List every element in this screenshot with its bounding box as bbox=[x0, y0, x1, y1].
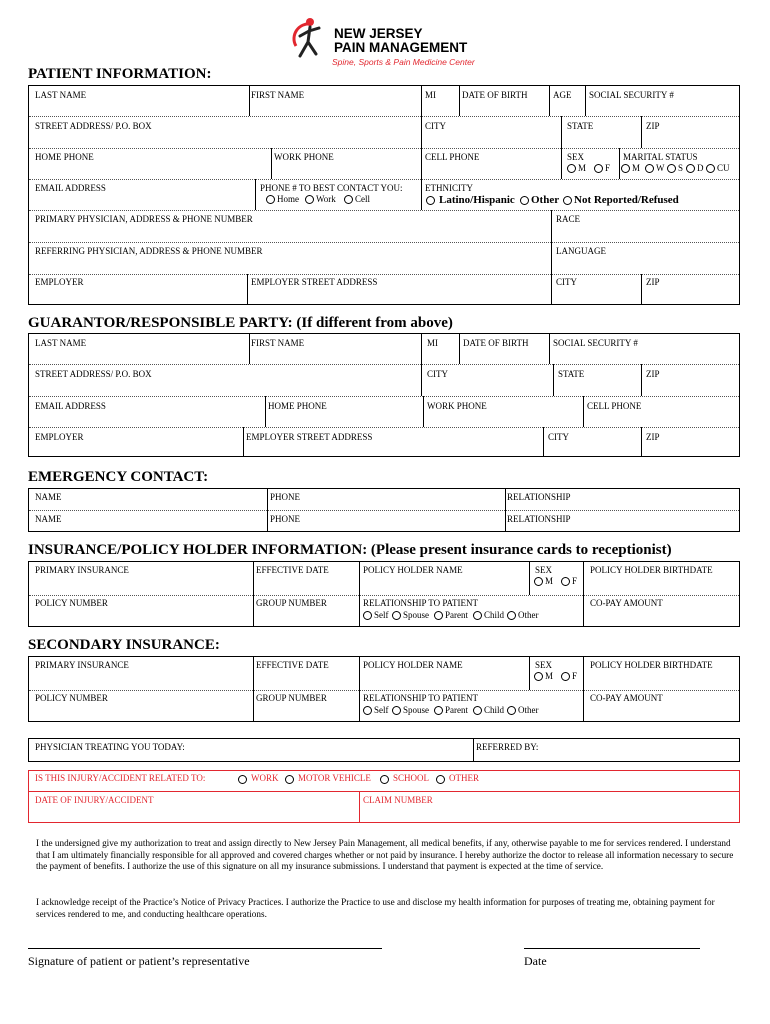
label-g-dob: DATE OF BIRTH bbox=[463, 338, 529, 348]
signature-label: Signature of patient or patient’s representative bbox=[28, 954, 250, 968]
label-ins-sex-f: F bbox=[572, 576, 578, 586]
label-g-last-name: LAST NAME bbox=[35, 338, 87, 348]
radio-contact-work[interactable] bbox=[305, 195, 314, 204]
emergency-section-heading: EMERGENCY CONTACT: bbox=[28, 469, 209, 485]
label-sec-policy-number: POLICY NUMBER bbox=[35, 693, 108, 703]
label-state: STATE bbox=[567, 121, 594, 131]
radio-ins-sex-f[interactable] bbox=[561, 577, 570, 586]
label-cell-phone: CELL PHONE bbox=[425, 152, 480, 162]
label-age: AGE bbox=[553, 90, 572, 100]
label-marital-s: S bbox=[678, 163, 684, 173]
label-ethnicity: ETHNICITY bbox=[425, 183, 473, 193]
label-g-cell-phone: CELL PHONE bbox=[587, 401, 642, 411]
label-language: LANGUAGE bbox=[556, 246, 606, 256]
label-injury-other: OTHER bbox=[449, 773, 479, 783]
logo-text-line1: NEW JERSEY bbox=[334, 26, 423, 41]
radio-eth-not-reported[interactable] bbox=[563, 196, 572, 205]
radio-ins-rel-other[interactable] bbox=[507, 611, 516, 620]
radio-injury-other[interactable] bbox=[436, 775, 445, 784]
label-last-name: LAST NAME bbox=[35, 90, 87, 100]
label-race: RACE bbox=[556, 214, 581, 224]
radio-sec-rel-child[interactable] bbox=[473, 706, 482, 715]
label-ins-primary: PRIMARY INSURANCE bbox=[35, 565, 129, 575]
label-sec-copay: CO-PAY AMOUNT bbox=[590, 693, 663, 703]
label-ins-holder-name: POLICY HOLDER NAME bbox=[363, 565, 463, 575]
label-g-email: EMAIL ADDRESS bbox=[35, 401, 106, 411]
label-g-employer-street: EMPLOYER STREET ADDRESS bbox=[246, 432, 373, 442]
label-sec-birthdate: POLICY HOLDER BIRTHDATE bbox=[590, 660, 713, 670]
label-primary-physician: PRIMARY PHYSICIAN, ADDRESS & PHONE NUMBER bbox=[35, 214, 253, 224]
radio-ins-rel-child[interactable] bbox=[473, 611, 482, 620]
label-claim-number: CLAIM NUMBER bbox=[363, 795, 433, 805]
emergency-box bbox=[28, 488, 740, 532]
label-g-city: CITY bbox=[427, 369, 448, 379]
label-sec-effective: EFFECTIVE DATE bbox=[256, 660, 329, 670]
label-marital-status: MARITAL STATUS bbox=[623, 152, 698, 162]
consent-paragraph-1: I the undersigned give my authorization to treat and assign directly to New Jersey Pain Management, all medical benefits, if any, otherwise payable to me for services rendered. I understand that I am ultimately financially responsible for all approved and covered charges whether or not paid by insurance. I hereby authorize the doctor to release all information necessary to secure the payment of benefits. I authorize the use of this signature on all my insurance submissions. I understand that payment is expected at the time of service. bbox=[36, 838, 734, 871]
radio-marital-w[interactable] bbox=[645, 164, 654, 173]
runner-logo-icon bbox=[286, 16, 332, 62]
label-employer-street: EMPLOYER STREET ADDRESS bbox=[251, 277, 378, 287]
label-g-employer-city: CITY bbox=[548, 432, 569, 442]
label-ins-rel-spouse: Spouse bbox=[403, 610, 430, 620]
label-g-employer-zip: ZIP bbox=[646, 432, 660, 442]
radio-marital-d[interactable] bbox=[686, 164, 695, 173]
label-g-ssn: SOCIAL SECURITY # bbox=[553, 338, 638, 348]
label-physician-treating: PHYSICIAN TREATING YOU TODAY: bbox=[35, 742, 185, 752]
label-ins-copay: CO-PAY AMOUNT bbox=[590, 598, 663, 608]
label-ins-rel-child: Child bbox=[484, 610, 505, 620]
label-sec-relationship: RELATIONSHIP TO PATIENT bbox=[363, 693, 479, 703]
label-eth-other: Other bbox=[531, 194, 560, 206]
radio-ins-rel-parent[interactable] bbox=[434, 611, 443, 620]
label-g-employer: EMPLOYER bbox=[35, 432, 84, 442]
label-street: STREET ADDRESS/ P.O. BOX bbox=[35, 121, 152, 131]
label-ins-relationship: RELATIONSHIP TO PATIENT bbox=[363, 598, 479, 608]
label-injury-motor: MOTOR VEHICLE bbox=[298, 773, 371, 783]
label-sec-primary: PRIMARY INSURANCE bbox=[35, 660, 129, 670]
radio-injury-motor[interactable] bbox=[285, 775, 294, 784]
label-ec-name-1: NAME bbox=[35, 492, 62, 502]
radio-ins-rel-spouse[interactable] bbox=[392, 611, 401, 620]
label-best-contact: PHONE # TO BEST CONTACT YOU: bbox=[260, 183, 403, 193]
label-contact-home: Home bbox=[277, 194, 299, 204]
label-first-name: FIRST NAME bbox=[251, 90, 305, 100]
radio-ins-sex-m[interactable] bbox=[534, 577, 543, 586]
label-ssn: SOCIAL SECURITY # bbox=[589, 90, 674, 100]
label-contact-work: Work bbox=[316, 194, 336, 204]
signature-line[interactable] bbox=[28, 948, 382, 949]
label-ins-sex: SEX bbox=[535, 565, 553, 575]
label-email: EMAIL ADDRESS bbox=[35, 183, 106, 193]
radio-eth-other[interactable] bbox=[520, 196, 529, 205]
label-sex-f: F bbox=[605, 163, 611, 173]
practice-logo bbox=[286, 12, 486, 72]
consent-paragraph-2: I acknowledge receipt of the Practice’s Notice of Privacy Practices. I authorize the Practice to use and disclose my health information for purposes of treating me, obtaining payment for services rendered to me, and conducting healthcare operations. bbox=[36, 897, 715, 919]
label-sec-rel-other: Other bbox=[518, 705, 539, 715]
radio-injury-work[interactable] bbox=[238, 775, 247, 784]
label-g-zip: ZIP bbox=[646, 369, 660, 379]
label-city: CITY bbox=[425, 121, 446, 131]
radio-sex-m[interactable] bbox=[567, 164, 576, 173]
label-marital-m: M bbox=[632, 163, 641, 173]
label-ec-phone-1: PHONE bbox=[270, 492, 301, 502]
secondary-section-heading: SECONDARY INSURANCE: bbox=[28, 637, 220, 653]
label-sec-rel-parent: Parent bbox=[445, 705, 468, 715]
label-ec-relationship-2: RELATIONSHIP bbox=[507, 514, 571, 524]
label-ec-name-2: NAME bbox=[35, 514, 62, 524]
label-referred-by: REFERRED BY: bbox=[476, 742, 539, 752]
radio-eth-latino[interactable] bbox=[426, 196, 435, 205]
date-line[interactable] bbox=[524, 948, 700, 949]
label-employer-city: CITY bbox=[556, 277, 577, 287]
radio-contact-cell[interactable] bbox=[344, 195, 353, 204]
label-dob: DATE OF BIRTH bbox=[462, 90, 528, 100]
label-g-mi: MI bbox=[427, 338, 438, 348]
label-sec-sex-m: M bbox=[545, 671, 554, 681]
label-ins-group-number: GROUP NUMBER bbox=[256, 598, 327, 608]
label-home-phone: HOME PHONE bbox=[35, 152, 94, 162]
logo-tagline: Spine, Sports & Pain Medicine Center bbox=[332, 57, 475, 67]
label-zip: ZIP bbox=[646, 121, 660, 131]
label-injury-work: WORK bbox=[251, 773, 279, 783]
label-eth-latino: Latino/Hispanic bbox=[439, 194, 515, 206]
date-label: Date bbox=[524, 954, 547, 968]
label-work-phone: WORK PHONE bbox=[274, 152, 334, 162]
label-ins-policy-number: POLICY NUMBER bbox=[35, 598, 108, 608]
label-injury-question: IS THIS INJURY/ACCIDENT RELATED TO: bbox=[35, 773, 206, 783]
label-sec-rel-self: Self bbox=[374, 705, 389, 715]
radio-injury-school[interactable] bbox=[380, 775, 389, 784]
radio-sec-sex-f[interactable] bbox=[561, 672, 570, 681]
guarantor-section-heading: GUARANTOR/RESPONSIBLE PARTY: (If different from above) bbox=[28, 315, 453, 331]
label-marital-cu: CU bbox=[717, 163, 730, 173]
label-referring-physician: REFERRING PHYSICIAN, ADDRESS & PHONE NUMBER bbox=[35, 246, 263, 256]
radio-sec-rel-spouse[interactable] bbox=[392, 706, 401, 715]
label-employer: EMPLOYER bbox=[35, 277, 84, 287]
label-sec-holder-name: POLICY HOLDER NAME bbox=[363, 660, 463, 670]
radio-marital-m[interactable] bbox=[621, 164, 630, 173]
label-injury-date: DATE OF INJURY/ACCIDENT bbox=[35, 795, 154, 805]
label-contact-cell: Cell bbox=[355, 194, 370, 204]
label-marital-d: D bbox=[697, 163, 704, 173]
radio-sec-rel-parent[interactable] bbox=[434, 706, 443, 715]
label-g-work-phone: WORK PHONE bbox=[427, 401, 487, 411]
label-sec-sex-f: F bbox=[572, 671, 578, 681]
radio-sec-rel-self[interactable] bbox=[363, 706, 372, 715]
radio-marital-cu[interactable] bbox=[706, 164, 715, 173]
label-ins-rel-parent: Parent bbox=[445, 610, 468, 620]
label-sec-group-number: GROUP NUMBER bbox=[256, 693, 327, 703]
label-ec-phone-2: PHONE bbox=[270, 514, 301, 524]
guarantor-box bbox=[28, 333, 740, 457]
insurance-section-heading: INSURANCE/POLICY HOLDER INFORMATION: (Please present insurance cards to receptionist) bbox=[28, 542, 672, 558]
radio-ins-rel-self[interactable] bbox=[363, 611, 372, 620]
radio-marital-s[interactable] bbox=[667, 164, 676, 173]
label-mi: MI bbox=[425, 90, 436, 100]
label-ins-rel-self: Self bbox=[374, 610, 389, 620]
label-sec-sex: SEX bbox=[535, 660, 553, 670]
label-eth-not-reported: Not Reported/Refused bbox=[574, 194, 679, 206]
label-sex: SEX bbox=[567, 152, 585, 162]
label-ins-birthdate: POLICY HOLDER BIRTHDATE bbox=[590, 565, 713, 575]
label-g-street: STREET ADDRESS/ P.O. BOX bbox=[35, 369, 152, 379]
radio-sex-f[interactable] bbox=[594, 164, 603, 173]
radio-sec-rel-other[interactable] bbox=[507, 706, 516, 715]
label-sex-m: M bbox=[578, 163, 587, 173]
label-ins-rel-other: Other bbox=[518, 610, 539, 620]
label-g-state: STATE bbox=[558, 369, 585, 379]
label-ins-sex-m: M bbox=[545, 576, 554, 586]
label-employer-zip: ZIP bbox=[646, 277, 660, 287]
patient-section-heading: PATIENT INFORMATION: bbox=[28, 66, 212, 82]
label-g-home-phone: HOME PHONE bbox=[268, 401, 327, 411]
radio-sec-sex-m[interactable] bbox=[534, 672, 543, 681]
label-ec-relationship-1: RELATIONSHIP bbox=[507, 492, 571, 502]
label-g-first-name: FIRST NAME bbox=[251, 338, 305, 348]
label-ins-effective: EFFECTIVE DATE bbox=[256, 565, 329, 575]
label-injury-school: SCHOOL bbox=[393, 773, 430, 783]
radio-contact-home[interactable] bbox=[266, 195, 275, 204]
label-marital-w: W bbox=[656, 163, 665, 173]
label-sec-rel-child: Child bbox=[484, 705, 505, 715]
logo-text-line2: PAIN MANAGEMENT bbox=[334, 40, 468, 55]
label-sec-rel-spouse: Spouse bbox=[403, 705, 430, 715]
